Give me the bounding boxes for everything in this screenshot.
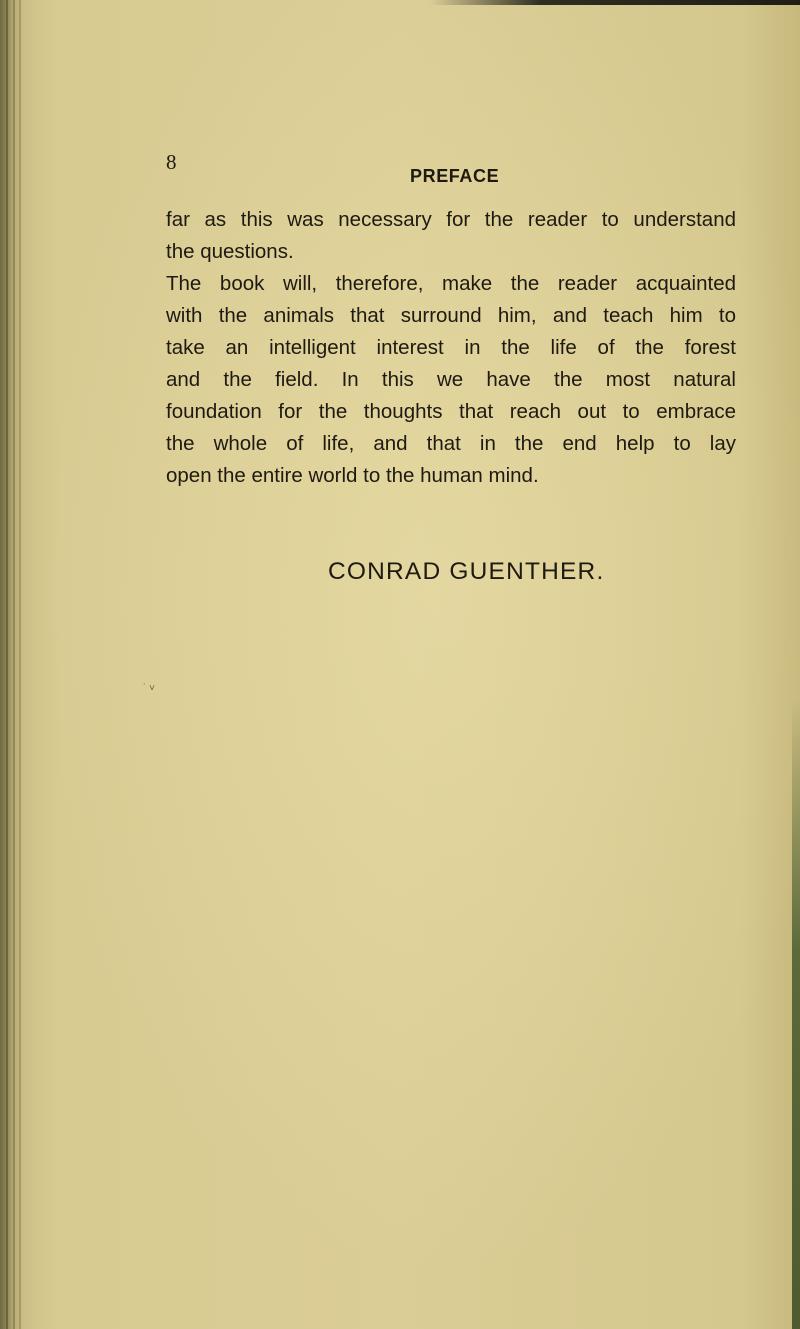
paper-speck: ˙ ˅ — [143, 683, 155, 694]
text-line: and the field. In this we have the most natural — [166, 368, 736, 391]
binding-line — [19, 0, 21, 1329]
page-right-edge-shadow — [792, 700, 800, 1329]
preface-body — [166, 204, 736, 492]
text-line: The book will, therefore, make the reader acquainted — [166, 272, 736, 295]
binding-line — [6, 0, 8, 1329]
text-line: far as this was necessary for the reader to understand — [166, 208, 736, 231]
text-line: with the animals that surround him, and teach him to — [166, 304, 736, 327]
text-line: take an intelligent interest in the life of the forest — [166, 336, 736, 359]
page-binding-gutter — [0, 0, 34, 1329]
running-head: PREFACE — [410, 166, 500, 186]
text-line: the whole of life, and that in the end help to lay — [166, 432, 736, 455]
text-line: open the entire world to the human mind. — [166, 464, 539, 487]
page-top-edge-shadow — [430, 0, 800, 5]
text-line: the questions. — [166, 240, 294, 263]
binding-line — [13, 0, 15, 1329]
page-number: 8 — [166, 150, 177, 174]
text-line: foundation for the thoughts that reach out to embrace — [166, 400, 736, 423]
author-signature: CONRAD GUENTHER. — [328, 558, 605, 585]
